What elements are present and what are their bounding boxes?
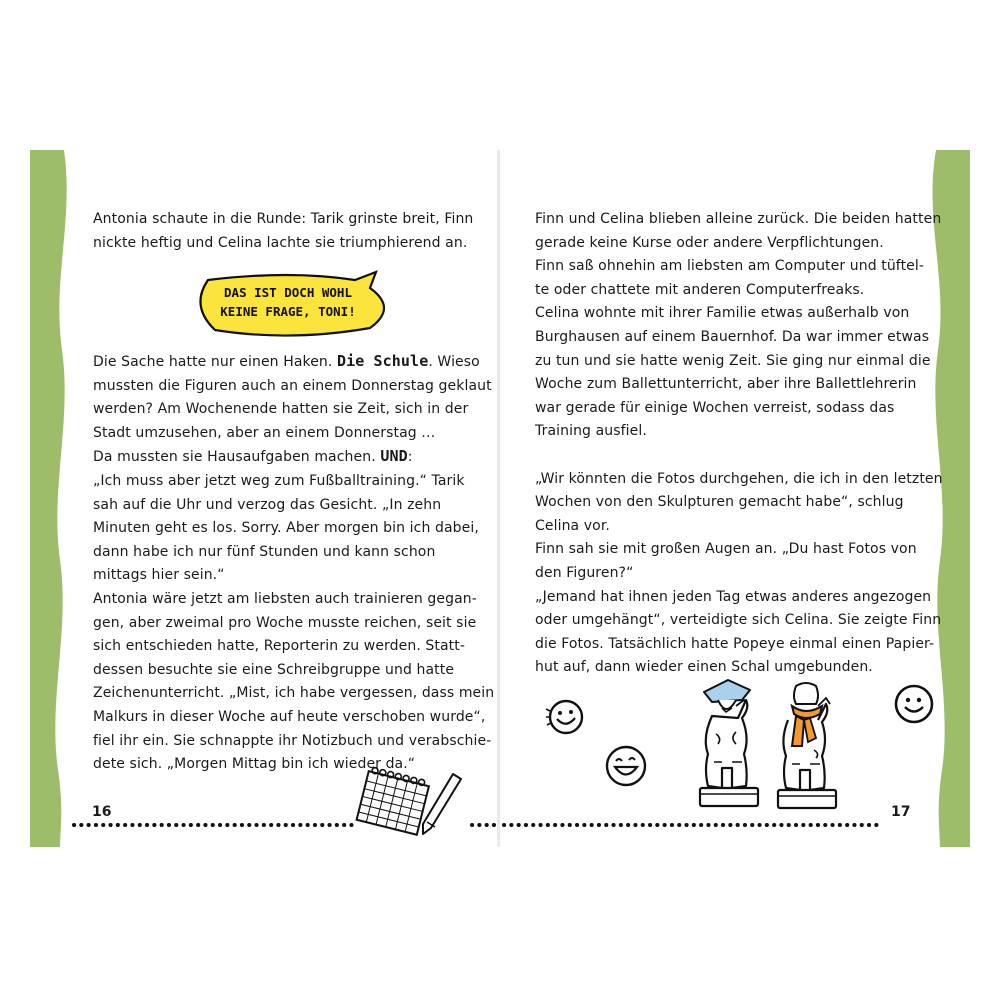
book-spread: [30, 150, 970, 847]
left-main-text: [93, 350, 494, 777]
text-line: te oder chattete mit anderen Computerfreaks.: [535, 281, 865, 298]
speech-bubble-text: [198, 283, 378, 321]
left-intro-text: [93, 208, 473, 255]
text-line: Minuten geht es los. Sorry. Aber morgen bin ich dabei,: [93, 520, 479, 537]
text-line: fiel ihr ein. Sie schnappte ihr Notizbuch und verabschie-: [93, 732, 492, 749]
left-green-edge: [30, 150, 74, 847]
text-line: [535, 444, 943, 468]
text-line: die Fotos. Tatsächlich hatte Popeye einmal einen Papier-: [535, 635, 935, 652]
left-page: [30, 150, 498, 847]
text-line: dann habe ich nur fünf Stunden und kann schon: [93, 543, 436, 560]
page-number-right: 17: [891, 804, 911, 820]
text-line: Celina wohnte mit ihrer Familie etwas außerhalb von: [535, 305, 910, 322]
bubble-line: KEINE FRAGE, TONI!: [220, 304, 356, 319]
text-line: [93, 350, 494, 375]
text-line: sah auf die Uhr und verzog das Gesicht. „In zehn: [93, 496, 442, 513]
text-line: dessen besuchte sie eine Schreibgruppe und hatte: [93, 661, 455, 678]
text-line: hut auf, dann wieder einen Schal umgebunden.: [535, 659, 873, 676]
statue-illustration: [696, 678, 762, 812]
bubble-line: DAS IST DOCH WOHL: [224, 285, 352, 300]
page-number-left: 16: [92, 804, 112, 820]
text-line: Antonia wäre jetzt am liebsten auch trainieren gegan-: [93, 590, 477, 607]
text-line: gerade keine Kurse oder andere Verpflichtungen.: [535, 234, 884, 251]
text-line: war gerade für einige Wochen verreist, sodass das: [535, 399, 895, 416]
text-line: den Figuren?“: [535, 564, 634, 581]
text-line: „Wir könnten die Fotos durchgehen, die ich in den letzten: [535, 470, 943, 487]
text-fragment: Die Sache hatte nur einen Haken.: [93, 354, 333, 370]
text-line: Finn sah sie mit großen Augen an. „Du hast Fotos von: [535, 541, 917, 558]
text-line: gen, aber zweimal pro Woche musste reichen, seit sie: [93, 614, 477, 631]
text-fragment: Da mussten sie Hausaufgaben machen.: [93, 449, 376, 466]
text-line: zu tun und sie hatte wenig Zeit. Sie ging nur einmal die: [535, 352, 931, 369]
text-line: Zeichenunterricht. „Mist, ich habe vergessen, dass mein: [93, 685, 495, 702]
text-line: dete sich. „Morgen Mittag bin ich wieder da.“: [93, 756, 416, 773]
text-line: Finn und Celina blieben alleine zurück. Die beiden hatten: [535, 211, 942, 227]
text-line: Celina vor.: [535, 517, 610, 534]
text-line: „Ich muss aber jetzt weg zum Fußballtraining.“ Tarik: [93, 472, 465, 489]
text-fragment: :: [407, 449, 413, 466]
text-line: sich entschieden hatte, Reporterin zu werden. Statt-: [93, 638, 466, 655]
keyword-und: UND: [380, 447, 408, 466]
text-fragment: . Wieso: [428, 354, 480, 370]
text-line: mussten die Figuren auch an einem Donnerstag geklaut: [93, 377, 492, 394]
right-dotted-line: [500, 820, 920, 830]
right-page: [500, 150, 970, 847]
text-line: Burghausen auf einem Bauernhof. Da war immer etwas: [535, 328, 930, 345]
text-line: Stadt umzusehen, aber an einem Donnerstag …: [93, 424, 436, 441]
text-line: mittags hier sein.“: [93, 567, 225, 584]
text-line: Antonia schaute in die Runde: Tarik grinste breit, Finn: [93, 211, 474, 227]
text-line: werden? Am Wochenende hatten sie Zeit, sich in der: [93, 401, 469, 418]
text-line: Woche zum Ballettunterricht, aber ihre Ballettlehrerin: [535, 376, 917, 393]
text-line: oder umgehängt“, verteidigte sich Celina. Sie zeigte Finn: [535, 612, 942, 629]
text-line: [93, 445, 494, 470]
smiley-icon: [890, 680, 938, 728]
text-line: Training ausfiel.: [535, 423, 647, 440]
text-line: nickte heftig und Celina lachte sie triumphierend an.: [93, 234, 468, 251]
text-line: Finn saß ohnehin am liebsten am Computer und tüftel-: [535, 258, 925, 275]
right-text: [535, 208, 943, 680]
statue-illustration: [774, 680, 840, 814]
text-line: Wochen von den Skulpturen gemacht habe“, schlug: [535, 494, 904, 511]
smiley-icon: [544, 695, 588, 739]
left-dotted-line: [70, 820, 500, 830]
keyword-die-schule: Die Schule: [337, 352, 429, 370]
text-line: „Jemand hat ihnen jeden Tag etwas anderes angezogen: [535, 588, 932, 605]
text-line: Malkurs in dieser Woche auf heute verschoben wurde“,: [93, 708, 486, 725]
smiley-icon: [602, 742, 650, 790]
